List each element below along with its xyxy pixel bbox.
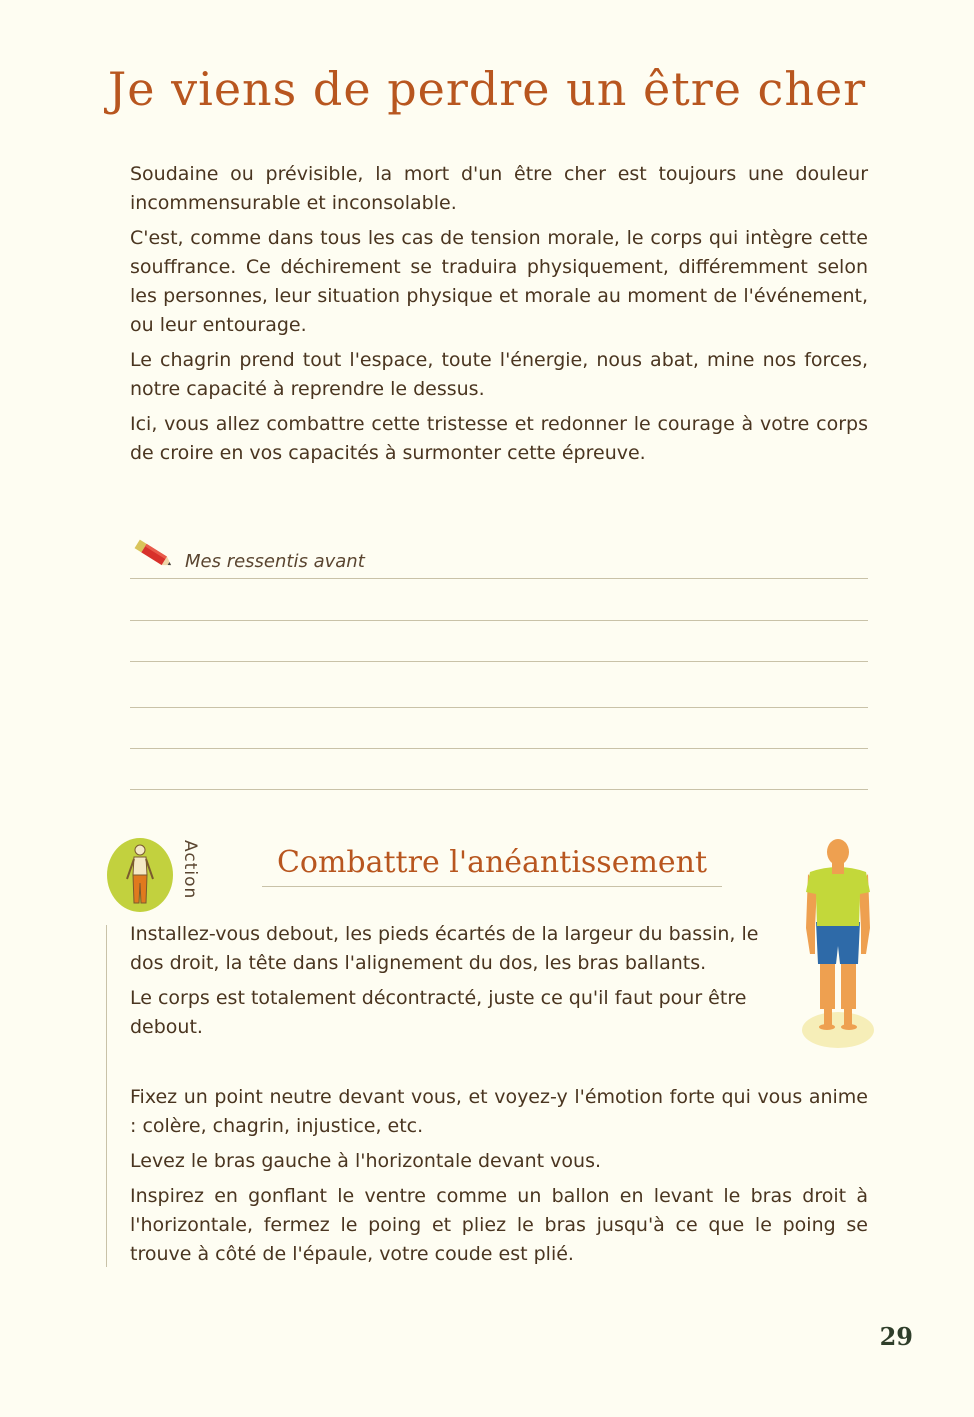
page-number: 29 bbox=[879, 1322, 913, 1351]
note-line[interactable] bbox=[130, 620, 868, 621]
action-side-rule bbox=[106, 925, 107, 1267]
action-label: Action bbox=[180, 840, 200, 900]
page-title: Je viens de perdre un être cher bbox=[107, 62, 867, 116]
note-line[interactable] bbox=[130, 661, 868, 662]
intro-paragraph: Soudaine ou prévisible, la mort d'un être cher est toujours une douleur incommensurable et inconsolable. bbox=[130, 163, 868, 214]
note-line[interactable] bbox=[130, 578, 868, 579]
intro-paragraph: Ici, vous allez combattre cette tristesse et redonner le courage à votre corps de croire en vos capacités à surmonter cette épreuve. bbox=[130, 413, 868, 464]
instruction-paragraph: Installez-vous debout, les pieds écartés de la largeur du bassin, le dos droit, la tête dans l'alignement du dos, les bras ballants. bbox=[130, 923, 759, 974]
standing-person-illustration bbox=[796, 836, 880, 1052]
intro-paragraph: C'est, comme dans tous les cas de tension morale, le corps qui intègre cette souffrance. Ce déchirement se traduira physiquement, différemment selon les personnes, leur situation physique et morale au moment de l'événement, ou leur entourage. bbox=[130, 227, 868, 336]
instruction-paragraph: Le corps est totalement décontracté, juste ce qu'il faut pour être debout. bbox=[130, 987, 747, 1038]
instruction-paragraph: Fixez un point neutre devant vous, et voyez-y l'émotion forte qui vous anime : colère, chagrin, injustice, etc. bbox=[130, 1086, 868, 1137]
body-figure-icon bbox=[106, 837, 174, 913]
section-title: Combattre l'anéantissement bbox=[262, 845, 722, 887]
note-line[interactable] bbox=[130, 789, 868, 790]
instruction-paragraph: Levez le bras gauche à l'horizontale devant vous. bbox=[130, 1150, 602, 1172]
notes-label: Mes ressentis avant bbox=[185, 551, 365, 572]
note-line[interactable] bbox=[130, 748, 868, 749]
intro-paragraph: Le chagrin prend tout l'espace, toute l'énergie, nous abat, mine nos forces, notre capacité à reprendre le dessus. bbox=[130, 349, 868, 400]
action-instructions bbox=[130, 920, 868, 1265]
note-line[interactable] bbox=[130, 707, 868, 708]
intro-text bbox=[130, 160, 868, 474]
instruction-paragraph: Inspirez en gonflant le ventre comme un ballon en levant le bras droit à l'horizontale, fermez le poing et pliez le bras jusqu'à ce que le poing se trouve à côté de l'épaule, votre coude est plié. bbox=[130, 1185, 868, 1265]
pencil-icon bbox=[130, 535, 180, 575]
